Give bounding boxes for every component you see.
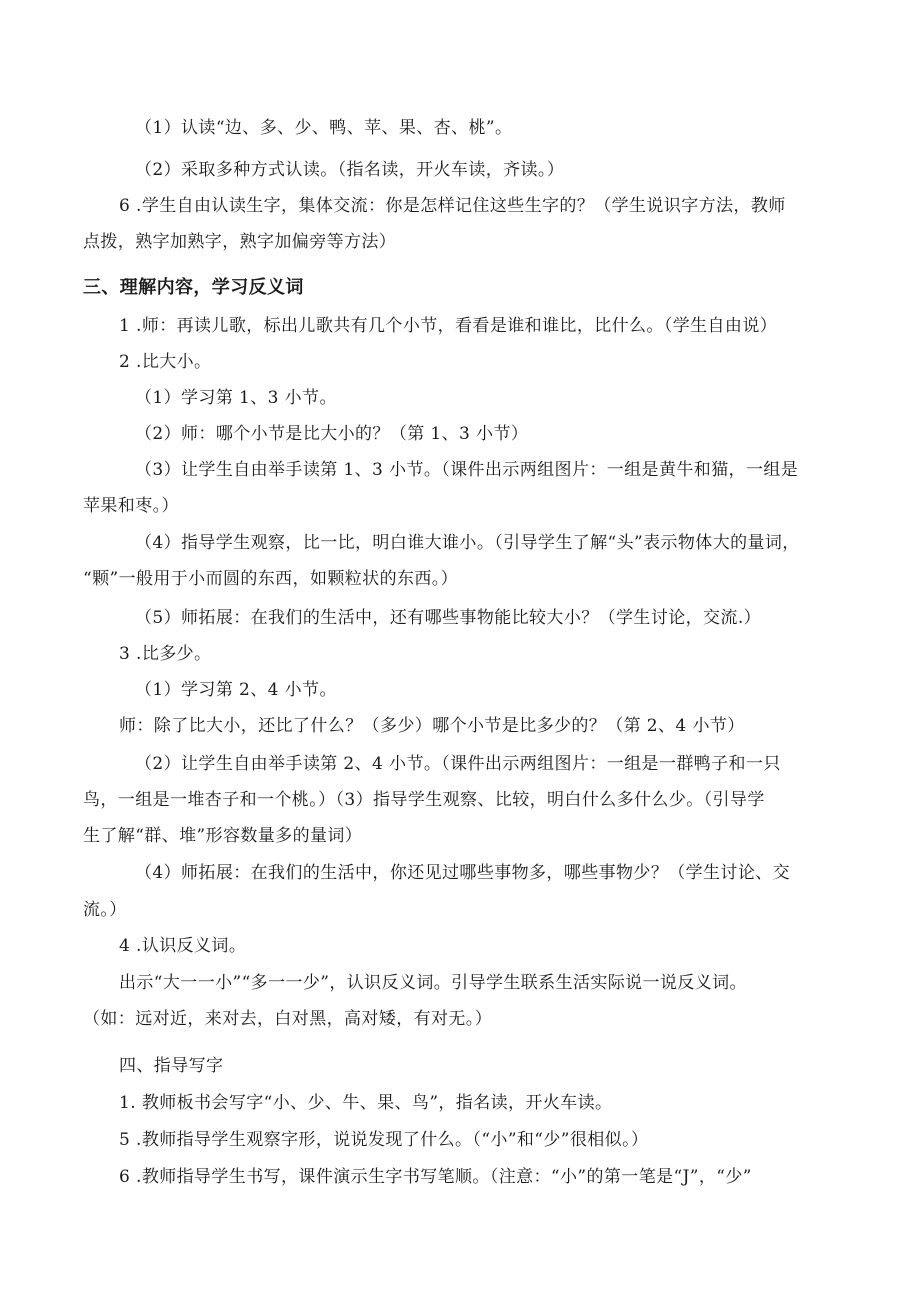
text-line-28: 5 .教师指导学生观察字形，说说发现了什么。（“小”和“少”很相似。） <box>119 1130 649 1150</box>
text-line-18: （2）让学生自由举手读第 2、4 小节。（课件出示两组图片：一组是一群鸭子和一只 <box>135 754 781 774</box>
text-line-19: 鸟，一组是一堆杏子和一个桃。）（3）指导学生观察、比较，明白什么多什么少。（引导学 <box>83 790 765 810</box>
text-line-1: （1）认读“边、多、少、鸭、苹、果、杏、桃”。 <box>135 118 513 138</box>
text-line-6: 1 .师：再读儿歌，标出儿歌共有几个小节，看看是谁和谁比，比什么。（学生自由说） <box>119 316 778 336</box>
text-line-21: （4）师拓展：在我们的生活中，你还见过哪些事物多，哪些事物少？（学生讨论、交 <box>135 863 791 883</box>
text-line-16: （1）学习第 2、4 小节。 <box>135 680 337 700</box>
section-heading-4: 四、指导写字 <box>119 1056 224 1076</box>
text-line-9: （2）师：哪个小节是比大小的？（第 1、3 小节） <box>135 424 529 444</box>
text-line-29: 6 .教师指导学生书写，课件演示生字书写笔顺。（注意：“小”的第一笔是“J”，“少” <box>119 1167 752 1187</box>
text-line-24: 出示“大一一小”“多一一少”，认识反义词。引导学生联系生活实际说一说反义词。 <box>119 973 747 993</box>
section-heading-3: 三、理解内容，学习反义词 <box>83 277 304 298</box>
text-line-23: 4 .认识反义词。 <box>119 936 247 956</box>
text-line-15: 3 .比多少。 <box>119 644 212 664</box>
text-line-3: 6 .学生自由认读生字，集体交流：你是怎样记住这些生字的？（学生说识字方法，教师 <box>119 196 786 216</box>
text-line-22: 流。） <box>83 900 127 920</box>
text-line-20: 生了解“群、堆”形容数量多的量词） <box>83 826 363 846</box>
text-line-10: （3）让学生自由举手读第 1、3 小节。（课件出示两组图片：一组是黄牛和猫，一组是 <box>135 460 799 480</box>
text-line-27: 1. 教师板书会写字“小、少、牛、果、鸟”，指名读，开火车读。 <box>119 1093 613 1113</box>
text-line-14: （5）师拓展：在我们的生活中，还有哪些事物能比较大小？（学生讨论，交流.） <box>135 608 762 628</box>
text-line-12: （4）指导学生观察，比一比，明白谁大谁小。（引导学生了解“头”表示物体大的量词， <box>135 533 800 553</box>
text-line-2: （2）采取多种方式认读。（指名读，开火车读，齐读。） <box>135 160 565 180</box>
text-line-4: 点拨，熟字加熟字，熟字加偏旁等方法） <box>83 232 397 252</box>
text-line-25: （如：远对近，来对去，白对黑，高对矮，有对无。） <box>83 1009 493 1029</box>
text-line-17: 师：除了比大小，还比了什么？（多少）哪个小节是比多少的？（第 2、4 小节） <box>119 716 745 736</box>
text-line-7: 2 .比大小。 <box>119 352 212 372</box>
text-line-8: （1）学习第 1、3 小节。 <box>135 388 337 408</box>
text-line-11: 苹果和枣。） <box>83 496 179 516</box>
text-line-13: “颗”一般用于小而圆的东西，如颗粒状的东西。） <box>83 569 459 589</box>
